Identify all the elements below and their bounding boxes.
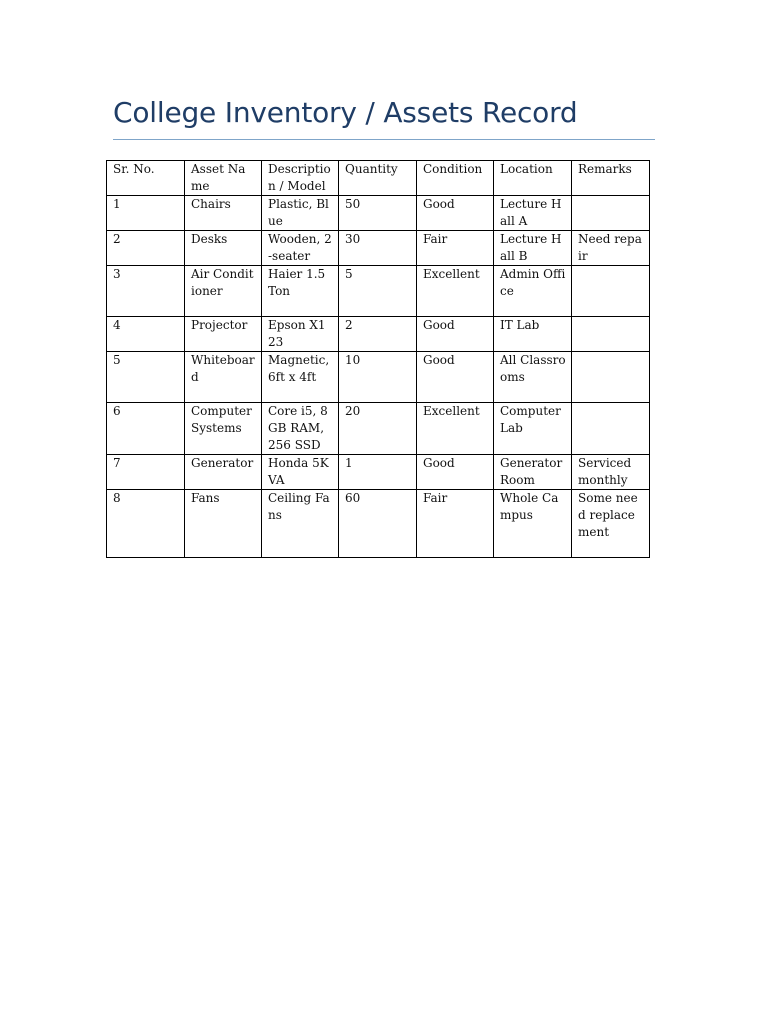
cell-location: IT Lab [494,317,572,352]
cell-sr-no: 3 [107,266,185,317]
cell-condition: Excellent [417,266,494,317]
cell-quantity: 50 [339,196,417,231]
cell-condition: Good [417,352,494,403]
cell-asset-name: Projector [185,317,262,352]
cell-description: Epson X123 [262,317,339,352]
cell-sr-no: 4 [107,317,185,352]
cell-remarks: Serviced monthly [572,455,650,490]
cell-asset-name: Generator [185,455,262,490]
cell-description: Plastic, Blue [262,196,339,231]
header-cell-condition: Condition [417,161,494,196]
cell-remarks [572,403,650,455]
title-underline [113,139,655,140]
cell-condition: Good [417,196,494,231]
cell-remarks [572,317,650,352]
cell-condition: Fair [417,490,494,558]
table-row [107,196,650,231]
cell-quantity: 5 [339,266,417,317]
header-cell-asset-name: Asset Name [185,161,262,196]
cell-location: Computer Lab [494,403,572,455]
cell-location: Generator Room [494,455,572,490]
cell-description: Wooden, 2-seater [262,231,339,266]
cell-quantity: 30 [339,231,417,266]
cell-condition: Good [417,455,494,490]
cell-condition: Excellent [417,403,494,455]
cell-asset-name: Air Conditioner [185,266,262,317]
header-row [107,161,650,196]
cell-asset-name: Computer Systems [185,403,262,455]
table-row [107,231,650,266]
cell-asset-name: Chairs [185,196,262,231]
cell-description: Honda 5KVA [262,455,339,490]
header-cell-sr-no: Sr. No. [107,161,185,196]
table-row [107,266,650,317]
cell-sr-no: 2 [107,231,185,266]
header-cell-location: Location [494,161,572,196]
cell-asset-name: Fans [185,490,262,558]
cell-condition: Good [417,317,494,352]
table-row [107,490,650,558]
cell-location: Admin Office [494,266,572,317]
cell-description: Haier 1.5 Ton [262,266,339,317]
table-row [107,403,650,455]
cell-sr-no: 1 [107,196,185,231]
cell-sr-no: 5 [107,352,185,403]
cell-asset-name: Desks [185,231,262,266]
header-cell-description: Description / Model [262,161,339,196]
cell-sr-no: 6 [107,403,185,455]
table-row [107,317,650,352]
cell-location: Lecture Hall B [494,231,572,266]
cell-condition: Fair [417,231,494,266]
cell-location: Lecture Hall A [494,196,572,231]
cell-remarks: Some need replacement [572,490,650,558]
cell-description: Core i5, 8GB RAM, 256 SSD [262,403,339,455]
inventory-table [106,160,650,558]
cell-description: Magnetic, 6ft x 4ft [262,352,339,403]
cell-quantity: 10 [339,352,417,403]
cell-remarks [572,352,650,403]
cell-quantity: 2 [339,317,417,352]
cell-quantity: 20 [339,403,417,455]
cell-quantity: 60 [339,490,417,558]
cell-location: Whole Campus [494,490,572,558]
page-title: College Inventory / Assets Record [113,96,578,129]
cell-sr-no: 7 [107,455,185,490]
cell-asset-name: Whiteboard [185,352,262,403]
cell-sr-no: 8 [107,490,185,558]
table-row [107,455,650,490]
cell-remarks [572,196,650,231]
cell-remarks [572,266,650,317]
table-row [107,352,650,403]
cell-description: Ceiling Fans [262,490,339,558]
cell-remarks: Need repair [572,231,650,266]
cell-location: All Classrooms [494,352,572,403]
header-cell-quantity: Quantity [339,161,417,196]
header-cell-remarks: Remarks [572,161,650,196]
cell-quantity: 1 [339,455,417,490]
